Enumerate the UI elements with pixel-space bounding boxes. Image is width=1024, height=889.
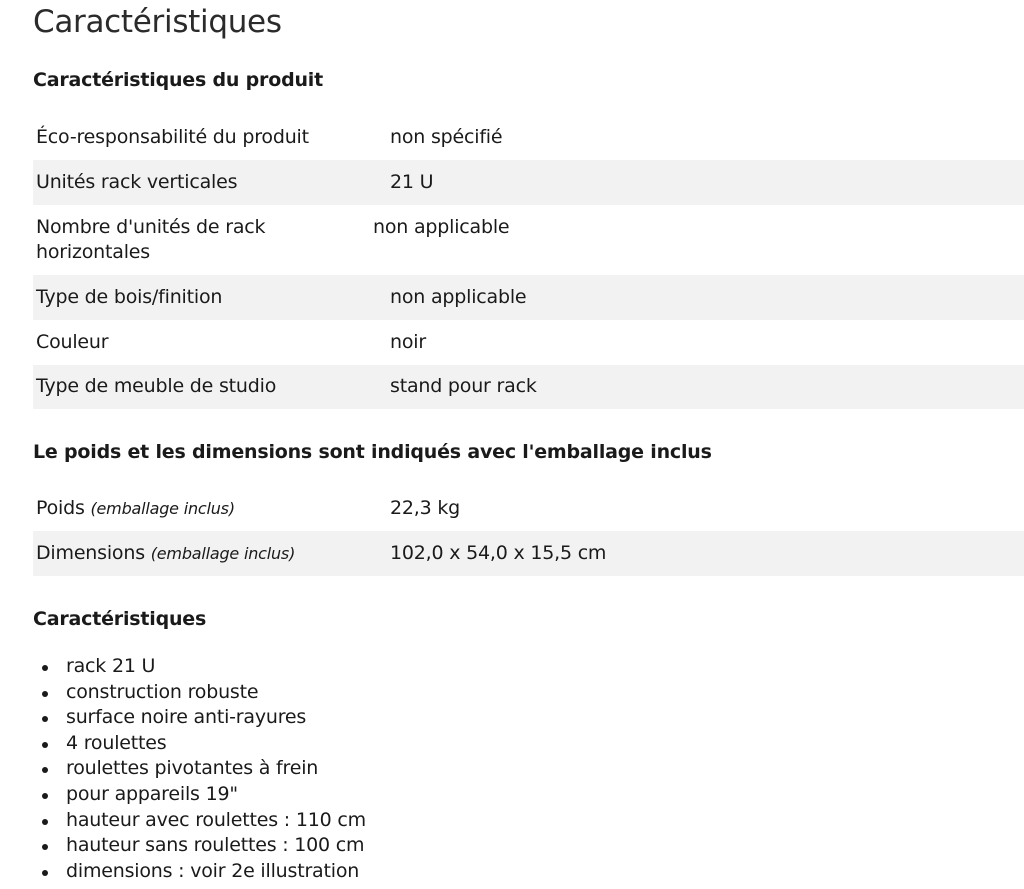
list-item-text: roulettes pivotantes à frein <box>66 757 319 780</box>
product-characteristics-heading: Caractéristiques du produit <box>33 69 323 91</box>
spec-row <box>33 486 1024 531</box>
spec-row <box>33 115 1024 160</box>
bullet-icon <box>42 819 48 825</box>
list-item <box>33 731 366 757</box>
list-item <box>33 654 366 680</box>
spec-label: Type de meuble de studio <box>36 375 277 397</box>
list-item-text: construction robuste <box>66 680 259 703</box>
spec-label <box>33 496 390 521</box>
list-item-text: pour appareils 19" <box>66 782 238 805</box>
spec-value: noir <box>390 331 426 353</box>
spec-value: 21 U <box>390 171 434 193</box>
weight-dimensions-heading: Le poids et les dimensions sont indiqués avec l'emballage inclus <box>33 441 712 463</box>
page-title: Caractéristiques <box>33 4 282 40</box>
spec-label: Nombre d'unités de rack horizontales <box>36 216 266 263</box>
list-item-text: hauteur avec roulettes : 110 cm <box>66 808 366 831</box>
features-list <box>33 654 366 884</box>
list-item-text: rack 21 U <box>66 655 156 677</box>
spec-value: 102,0 x 54,0 x 15,5 cm <box>390 542 607 564</box>
list-item-text: dimensions : voir 2e illustration <box>66 859 360 882</box>
bullet-icon <box>42 691 48 697</box>
spec-label: Type de bois/finition <box>36 286 223 308</box>
spec-value: non spécifié <box>390 126 503 148</box>
spec-row <box>33 531 1024 576</box>
bullet-icon <box>42 870 48 876</box>
spec-value: 22,3 kg <box>390 497 461 519</box>
spec-note: (emballage inclus) <box>90 499 235 518</box>
list-item <box>33 859 366 885</box>
bullet-icon <box>42 716 48 722</box>
bullet-icon <box>42 844 48 850</box>
product-characteristics-table <box>33 115 1024 409</box>
spec-label: Unités rack verticales <box>36 171 238 193</box>
spec-value: non applicable <box>390 286 527 308</box>
spec-row <box>33 365 1024 409</box>
list-item <box>33 705 366 731</box>
weight-dimensions-table <box>33 486 1024 576</box>
list-item-text: 4 roulettes <box>66 731 167 754</box>
features-heading: Caractéristiques <box>33 608 207 630</box>
list-item <box>33 680 366 706</box>
spec-label <box>33 541 390 566</box>
bullet-icon <box>42 665 48 671</box>
spec-row <box>33 320 1024 365</box>
spec-label-text: Poids <box>36 497 85 519</box>
spec-value: non applicable <box>373 216 510 238</box>
spec-row <box>33 275 1024 320</box>
bullet-icon <box>42 742 48 748</box>
spec-note: (emballage inclus) <box>150 544 296 563</box>
list-item <box>33 833 366 859</box>
spec-label: Couleur <box>36 331 109 353</box>
spec-row <box>33 205 1024 275</box>
bullet-icon <box>42 793 48 799</box>
list-item <box>33 808 366 834</box>
bullet-icon <box>42 767 48 773</box>
spec-label: Éco-responsabilité du produit <box>36 126 309 148</box>
list-item <box>33 756 366 782</box>
list-item-text: hauteur sans roulettes : 100 cm <box>66 834 365 857</box>
list-item <box>33 782 366 808</box>
spec-row <box>33 160 1024 205</box>
spec-label-text: Dimensions <box>36 542 145 564</box>
list-item-text: surface noire anti-rayures <box>66 706 307 729</box>
spec-value: stand pour rack <box>390 375 537 397</box>
